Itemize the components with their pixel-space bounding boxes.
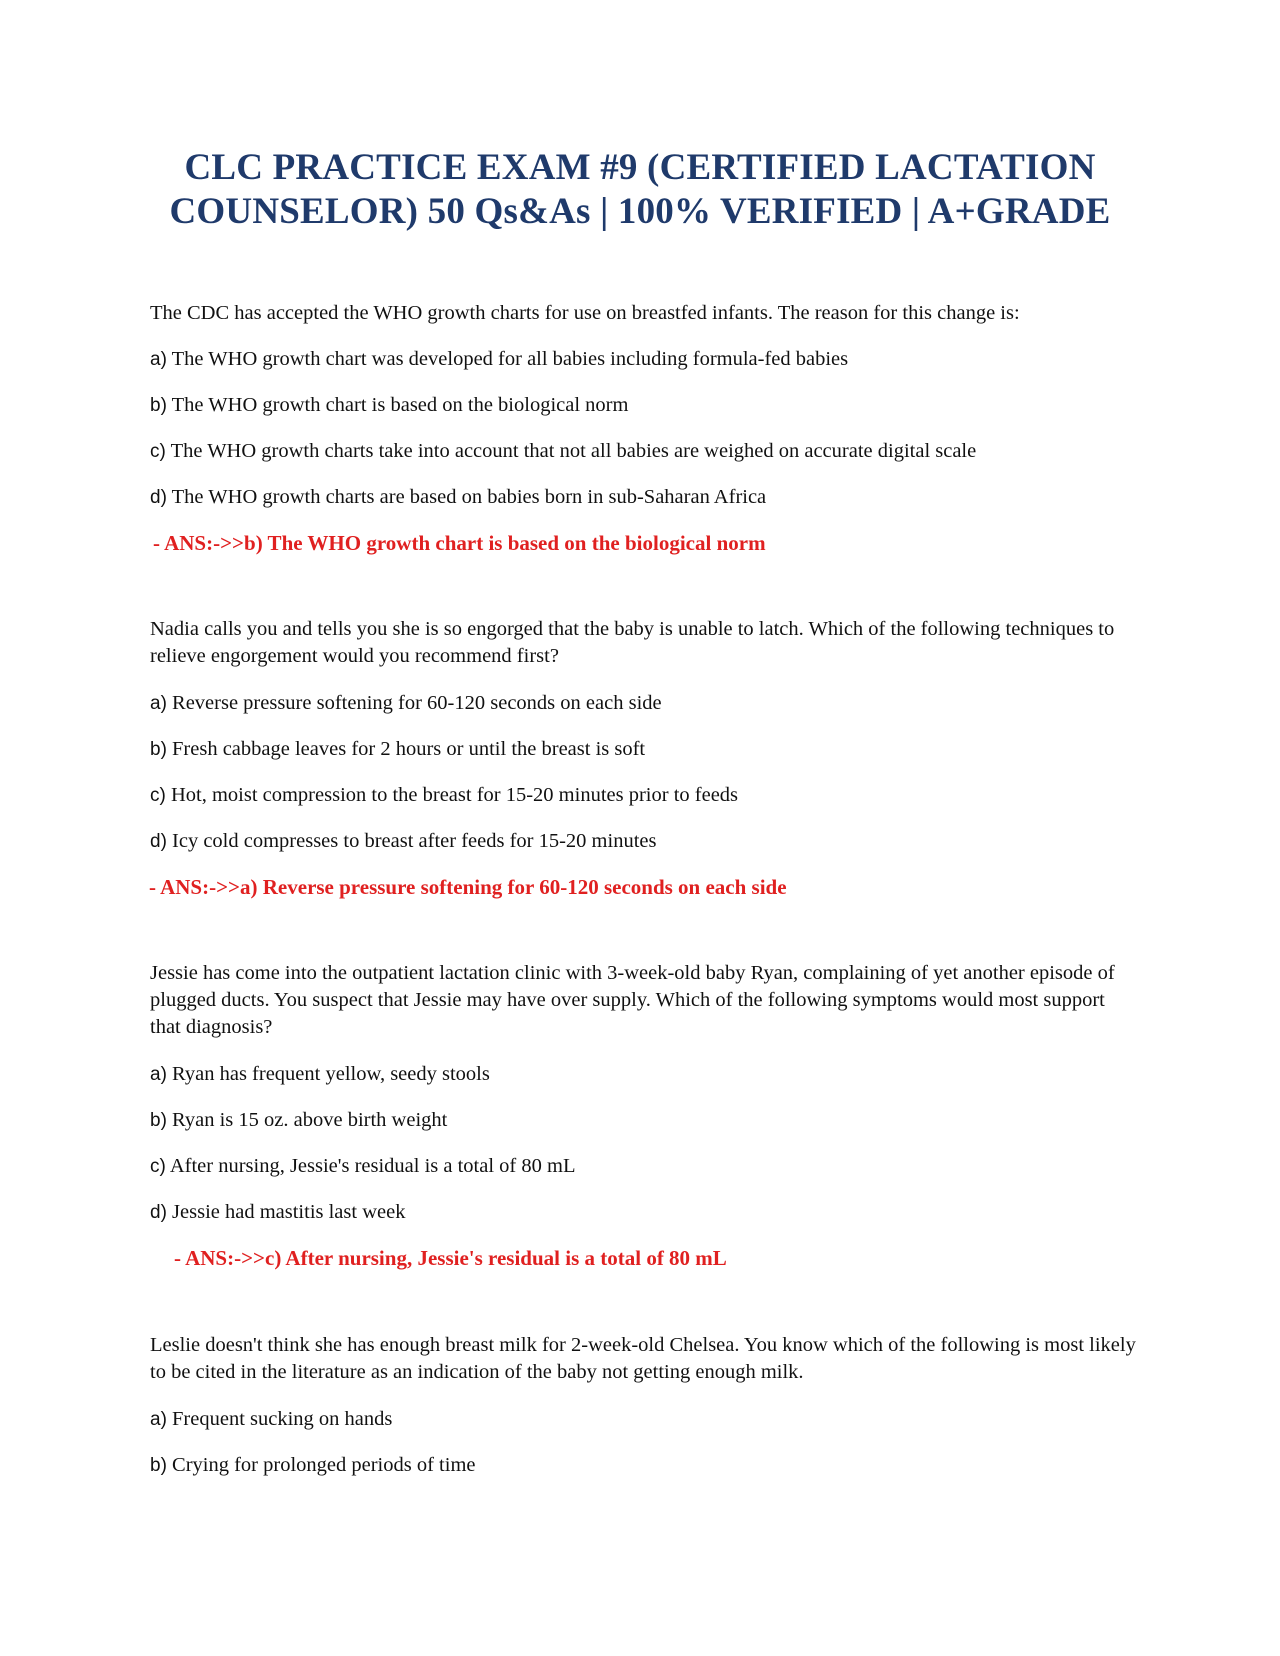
option-text: Jessie had mastitis last week: [166, 1201, 406, 1223]
question-3-stem: Jessie has come into the outpatient lactation clinic with 3-week-old baby Ryan, complaining of yet another episode of plugged ducts. You suspect that Jessie may have over supply. Which of the following symptoms would most support that diagnosis?: [150, 962, 1115, 1038]
question-3-option-b: [150, 1107, 447, 1134]
question-2-option-d: [150, 828, 656, 855]
option-text: The WHO growth chart was developed for all babies including formula-fed babies: [166, 348, 849, 370]
question-1-option-c: [150, 438, 976, 465]
question-2-option-b: [150, 736, 645, 763]
option-text: Fresh cabbage leaves for 2 hours or until the breast is soft: [166, 738, 646, 760]
question-1-answer: - ANS:->>b) The WHO growth chart is based on the biological norm: [153, 531, 766, 555]
option-text: Icy cold compresses to breast after feeds for 15-20 minutes: [166, 830, 657, 852]
option-letter: a): [150, 1409, 167, 1430]
question-2-option-a: [150, 690, 662, 717]
question-4-option-b: [150, 1452, 476, 1479]
option-letter: b): [150, 395, 167, 416]
question-2-answer: - ANS:->>a) Reverse pressure softening for 60-120 seconds on each side: [149, 875, 787, 899]
title-line-1: CLC PRACTICE EXAM #9 (CERTIFIED LACTATION: [184, 147, 1096, 188]
option-letter: c): [150, 785, 166, 806]
option-letter: a): [150, 1064, 167, 1085]
question-1-option-b: [150, 392, 628, 419]
option-letter: d): [150, 831, 167, 852]
option-text: Reverse pressure softening for 60-120 seconds on each side: [166, 692, 662, 714]
question-4-stem: Leslie doesn't think she has enough breast milk for 2-week-old Chelsea. You know which of the following is most likely to be cited in the literature as an indication of the baby not getting enough milk.: [150, 1334, 1136, 1383]
option-text: The WHO growth chart is based on the biological norm: [166, 394, 629, 416]
option-letter: c): [150, 1156, 166, 1177]
option-letter: a): [150, 349, 167, 370]
question-4-option-a: [150, 1406, 392, 1433]
question-3-answer: - ANS:->>c) After nursing, Jessie's residual is a total of 80 mL: [174, 1246, 727, 1270]
option-letter: c): [150, 441, 166, 462]
option-text: Frequent sucking on hands: [166, 1408, 393, 1430]
page-title: [100, 146, 1180, 234]
option-text: The WHO growth charts take into account that not all babies are weighed on accurate digital scale: [165, 440, 977, 462]
option-letter: d): [150, 1202, 167, 1223]
question-3-option-d: [150, 1199, 405, 1226]
option-text: After nursing, Jessie's residual is a total of 80 mL: [165, 1155, 576, 1177]
option-letter: d): [150, 487, 167, 508]
question-2-option-c: [150, 782, 738, 809]
title-line-2: COUNSELOR) 50 Qs&As | 100% VERIFIED | A+GRADE: [169, 191, 1111, 232]
option-letter: b): [150, 739, 167, 760]
option-text: Ryan is 15 oz. above birth weight: [166, 1109, 448, 1131]
question-3-option-c: [150, 1153, 575, 1180]
option-letter: a): [150, 693, 167, 714]
question-2-stem: Nadia calls you and tells you she is so engorged that the baby is unable to latch. Which of the following techniques to relieve engorgement would you recommend first?: [150, 618, 1115, 667]
option-letter: b): [150, 1455, 167, 1476]
question-3-option-a: [150, 1061, 490, 1088]
question-1-stem: The CDC has accepted the WHO growth charts for use on breastfed infants. The reason for this change is:: [150, 302, 1020, 324]
question-1-option-a: [150, 346, 848, 373]
option-letter: b): [150, 1110, 167, 1131]
option-text: Hot, moist compression to the breast for 15-20 minutes prior to feeds: [165, 784, 739, 806]
question-1-option-d: [150, 484, 766, 511]
option-text: Ryan has frequent yellow, seedy stools: [166, 1063, 490, 1085]
option-text: The WHO growth charts are based on babies born in sub-Saharan Africa: [166, 486, 767, 508]
option-text: Crying for prolonged periods of time: [166, 1454, 476, 1476]
